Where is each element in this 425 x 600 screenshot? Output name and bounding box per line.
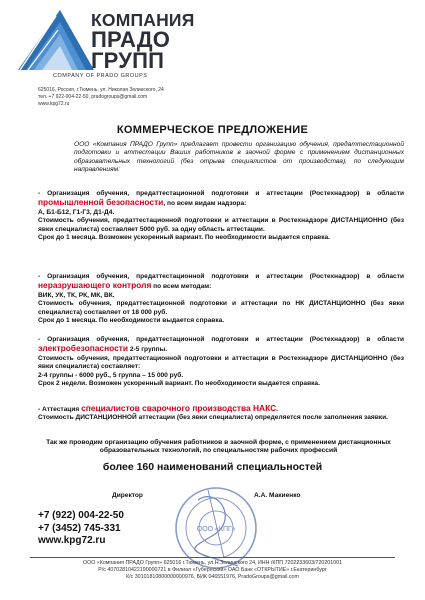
website-link[interactable]: www.kpg72.ru [38,535,106,546]
section-highlight: специалистов сварочного производства НАКС [81,403,277,413]
header-contacts [38,87,164,108]
phone-landline[interactable]: +7 (3452) 745-331 [38,522,121,534]
brand-subtitle: COMPANY OF PRADO GROUPS [53,73,148,79]
contact-address: 625016, Россия, г.Тюмень, ул. Николая Зелинского, 24 [38,87,164,93]
document-title: КОММЕРЧЕСКОЕ ПРЕДЛОЖЕНИЕ [116,124,309,136]
section-highlight: промышленной безопасности [38,197,164,208]
section-ndt [38,273,404,325]
company-logo [16,4,195,82]
section-after: . [276,406,278,413]
closing-paragraph: Так же проводим организацию обучения работников в заочной форме, с применением дистанционных образовательных технологий, по специальностям рабочих профессий [46,439,391,455]
phone-mobile[interactable]: +7 (922) 004-22-50 [38,510,124,521]
section-lead: - Организация обучения, предаттестационной подготовки и аттестации (Ростехнадзор) в области [38,190,404,197]
section-body: Стоимость обучения, предаттестационной подготовки и аттестации в Ростехнадзоре ДИСТАНЦИОННО (без явки специалиста) составляет: 2-4 группы - 6000 руб., 5 группа – 15 000 руб. Срок 2 недели. Возможен ускоренный вариант. По необходимости выдается справка. [38,354,404,388]
section-highlight: неразрушающего контроля [38,280,152,291]
section-after: по всем методам: [151,283,212,291]
mountain-logo-icon [16,4,96,74]
brand-name [91,12,194,71]
section-highlight: электробезопасности [38,343,129,354]
section-body: А, Б1-Б12, Г1-Г3, Д1-Д4. Стоимость обучения, предаттестационной подготовки и аттестации в Ростехнадзоре ДИСТАНЦИОННО (без явки специалиста) составляет 5000 руб. за одну область аттестации. Срок до 1 месяца. Возможен ускоренный вариант. По необходимости выдается справка. [38,208,404,242]
section-lead: - Организация обучения, предаттестационной подготовки и аттестации (Ростехнадзор) в области [38,336,404,343]
brand-line-1: КОМПАНИЯ [91,10,195,30]
section-welding [38,404,404,423]
section-body: ВИК, УК, ТК, РК, МК, ВК. Стоимость обучения, предаттестационной подготовки и аттестации по НК ДИСТАНЦИОННО (без явки специалиста) составляет от 18 000 руб. Срок до 1 месяца. По необходимости выдается справка. [38,291,404,325]
section-lead: - Организация обучения, предаттестационной подготовки и аттестации (Ростехнадзор) в области [38,273,404,280]
intro-paragraph: ООО «Компания ПРАДО Групп» предлагает провести организацию обучения, предаттестационной подготовки и аттестации Ваших работников в заочной форме с применением дистанционных образовательных технологий (без отрыва специалистов от производства), по следующим направлениям: [74,141,404,173]
footer-line: К/с 30101810800000000976, БИК 046551976, PradoGroups@gmail.com [126,574,299,581]
footer [0,560,425,582]
footer-line: Р/с 40702810422190000721 в Филиал «Губернский» ОАО Банк «ОТКРЫТИЕ» г.Екатеринбург [98,567,327,574]
contact-phone-email: тел. +7 922-004-22-50, pradogroups@gmail.com [38,94,148,100]
footer-divider [30,557,395,558]
brand-line-3: ГРУПП [91,48,165,73]
section-industrial-safety [38,190,404,242]
footer-line: ООО «Компания ПРАДО Групп» 625016 г.Тюмень, ул.Н.Зелинского 24, ИНН /КПП 7202233603/720201001 [82,560,343,566]
section-after: , по всем видам надзора: [163,200,247,208]
specialties-count: более 160 наименований специальностей [102,461,323,473]
contact-website: www.kpg72.ru [38,101,70,107]
section-body: Стоимость ДИСТАНЦИОННОЙ аттестации (без явки специалиста) определяется после заполнения заявки. [38,414,388,422]
section-after: 2-5 группы. [128,346,168,354]
brand-line-2: ПРАДО [91,27,171,52]
director-label: Директор [112,492,143,499]
contact-block [38,510,124,548]
signer-name: А.А. Макиенко [254,492,301,499]
section-electrical-safety [38,336,404,388]
section-lead: - Аттестация [38,406,82,413]
stamp-text: ООО «КПГ» [196,526,236,533]
